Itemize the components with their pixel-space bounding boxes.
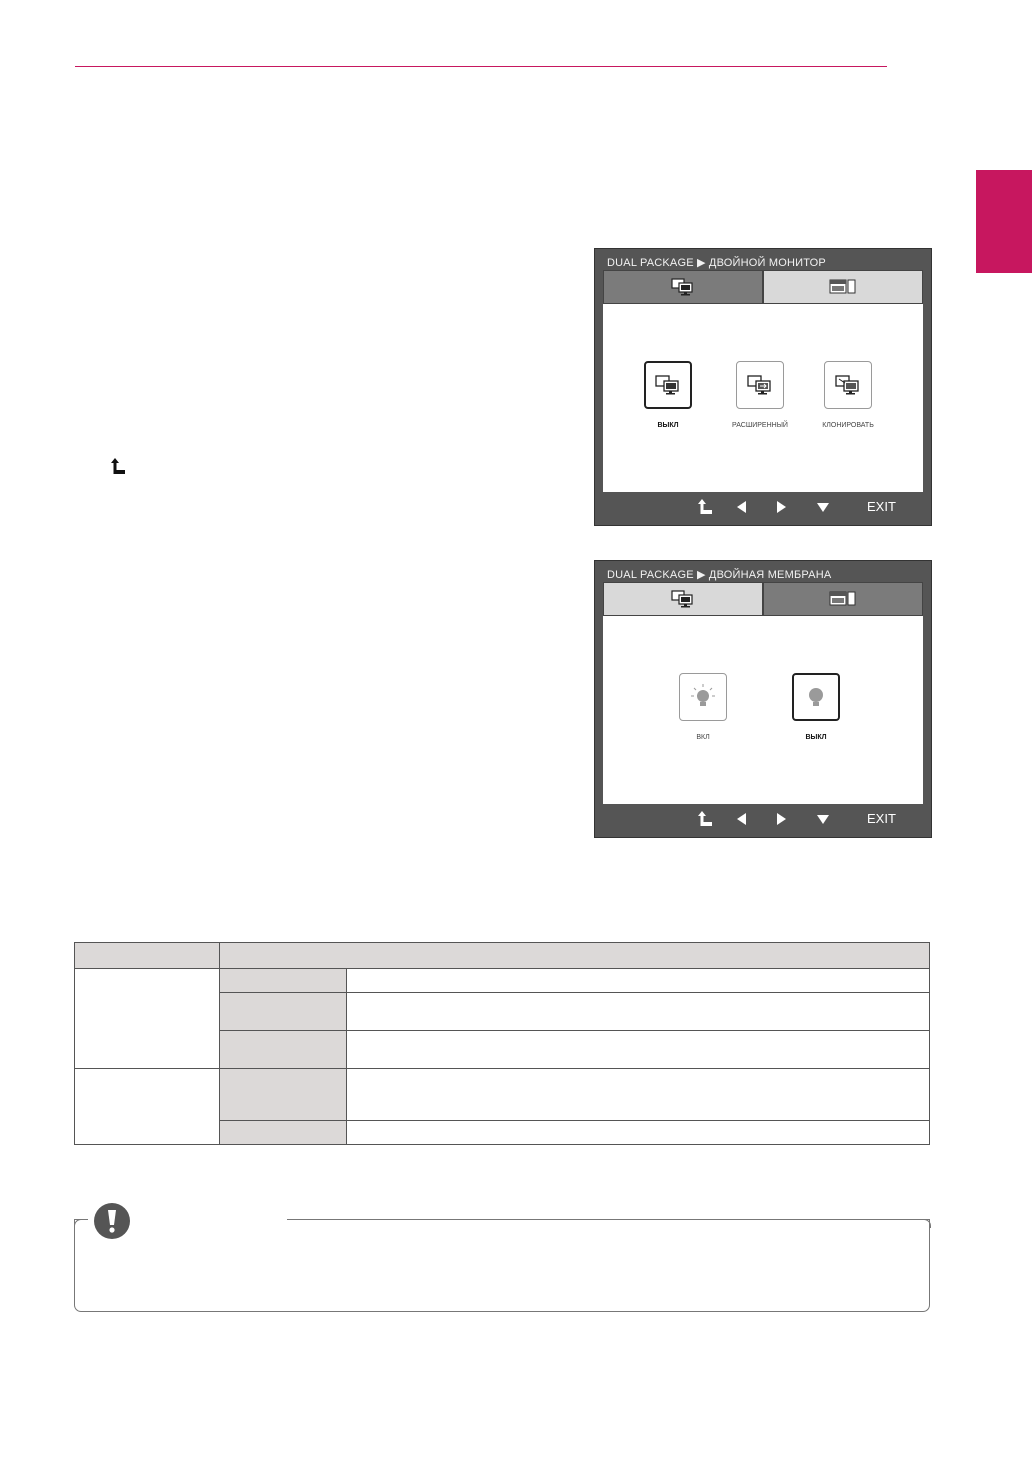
osd-title: DUAL PACKAGE ▶ ДВОЙНАЯ МЕМБРАНА	[607, 569, 832, 581]
table-desc-cell	[347, 993, 930, 1031]
table-desc-cell	[347, 1121, 930, 1145]
dual-monitor-off-icon	[653, 373, 683, 397]
table-sub-cell	[220, 1031, 347, 1069]
table-desc-cell	[347, 1031, 930, 1069]
osd-tabs	[603, 582, 923, 616]
option-off[interactable]	[791, 673, 841, 741]
option-label: ВКЛ	[696, 734, 710, 741]
right-arrow-icon[interactable]	[772, 498, 790, 516]
settings-table	[74, 942, 930, 1145]
dual-web-icon	[828, 589, 858, 609]
osd-footer	[603, 494, 923, 521]
osd-footer	[603, 806, 923, 833]
tab-dual-monitor[interactable]	[603, 270, 763, 304]
note-border	[287, 1219, 930, 1220]
dual-monitor-clone-icon	[833, 373, 863, 397]
osd-dual-web	[594, 560, 932, 838]
table-header-row	[75, 943, 930, 969]
option-off[interactable]	[643, 361, 693, 429]
option-box	[824, 361, 872, 409]
table-group-cell	[75, 1069, 220, 1145]
table-group-cell	[75, 969, 220, 1069]
dual-web-icon	[828, 277, 858, 297]
table-sub-cell	[220, 1069, 347, 1121]
light-bulb-on-icon	[690, 683, 716, 711]
return-arrow-icon	[108, 457, 128, 477]
table-header-cell	[75, 943, 220, 969]
tab-dual-monitor[interactable]	[603, 582, 763, 616]
right-arrow-icon[interactable]	[772, 810, 790, 828]
option-box	[644, 361, 692, 409]
exit-button[interactable]: EXIT	[867, 811, 896, 826]
down-arrow-icon[interactable]	[814, 810, 832, 828]
return-arrow-icon[interactable]	[696, 498, 714, 516]
option-on[interactable]	[678, 673, 728, 741]
return-arrow-icon[interactable]	[696, 810, 714, 828]
option-extend[interactable]	[723, 361, 797, 429]
option-clone[interactable]	[811, 361, 885, 429]
table-row	[75, 1069, 930, 1121]
left-arrow-icon[interactable]	[733, 810, 751, 828]
exit-button[interactable]: EXIT	[867, 499, 896, 514]
exclamation-icon	[94, 1203, 130, 1239]
table-header-cell	[220, 943, 930, 969]
top-rule	[75, 66, 887, 67]
option-label: ВЫКЛ	[657, 422, 679, 429]
down-arrow-icon[interactable]	[814, 498, 832, 516]
note-box	[74, 1219, 930, 1312]
osd-panel	[603, 304, 923, 492]
table-sub-cell	[220, 993, 347, 1031]
section-side-tab	[976, 170, 1032, 273]
left-arrow-icon[interactable]	[733, 498, 751, 516]
dual-monitor-icon	[670, 277, 696, 297]
table-desc-cell	[347, 969, 930, 993]
osd-tabs	[603, 270, 923, 304]
dual-monitor-extend-icon	[745, 373, 775, 397]
table-desc-cell	[347, 1069, 930, 1121]
dual-monitor-icon	[670, 589, 696, 609]
option-box	[679, 673, 727, 721]
note-border	[74, 1219, 83, 1228]
option-box	[792, 673, 840, 721]
option-label: КЛОНИРОВАТЬ	[822, 422, 874, 429]
osd-dual-monitor	[594, 248, 932, 526]
table-row	[75, 969, 930, 993]
table-sub-cell	[220, 1121, 347, 1145]
tab-dual-web[interactable]	[763, 582, 923, 616]
osd-title: DUAL PACKAGE ▶ ДВОЙНОЙ МОНИТОР	[607, 257, 826, 269]
option-box	[736, 361, 784, 409]
option-label: РАСШИРЕННЫЙ	[732, 422, 788, 429]
option-label: ВЫКЛ	[805, 734, 827, 741]
table-sub-cell	[220, 969, 347, 993]
tab-dual-web[interactable]	[763, 270, 923, 304]
light-bulb-off-icon	[803, 683, 829, 711]
osd-panel	[603, 616, 923, 804]
